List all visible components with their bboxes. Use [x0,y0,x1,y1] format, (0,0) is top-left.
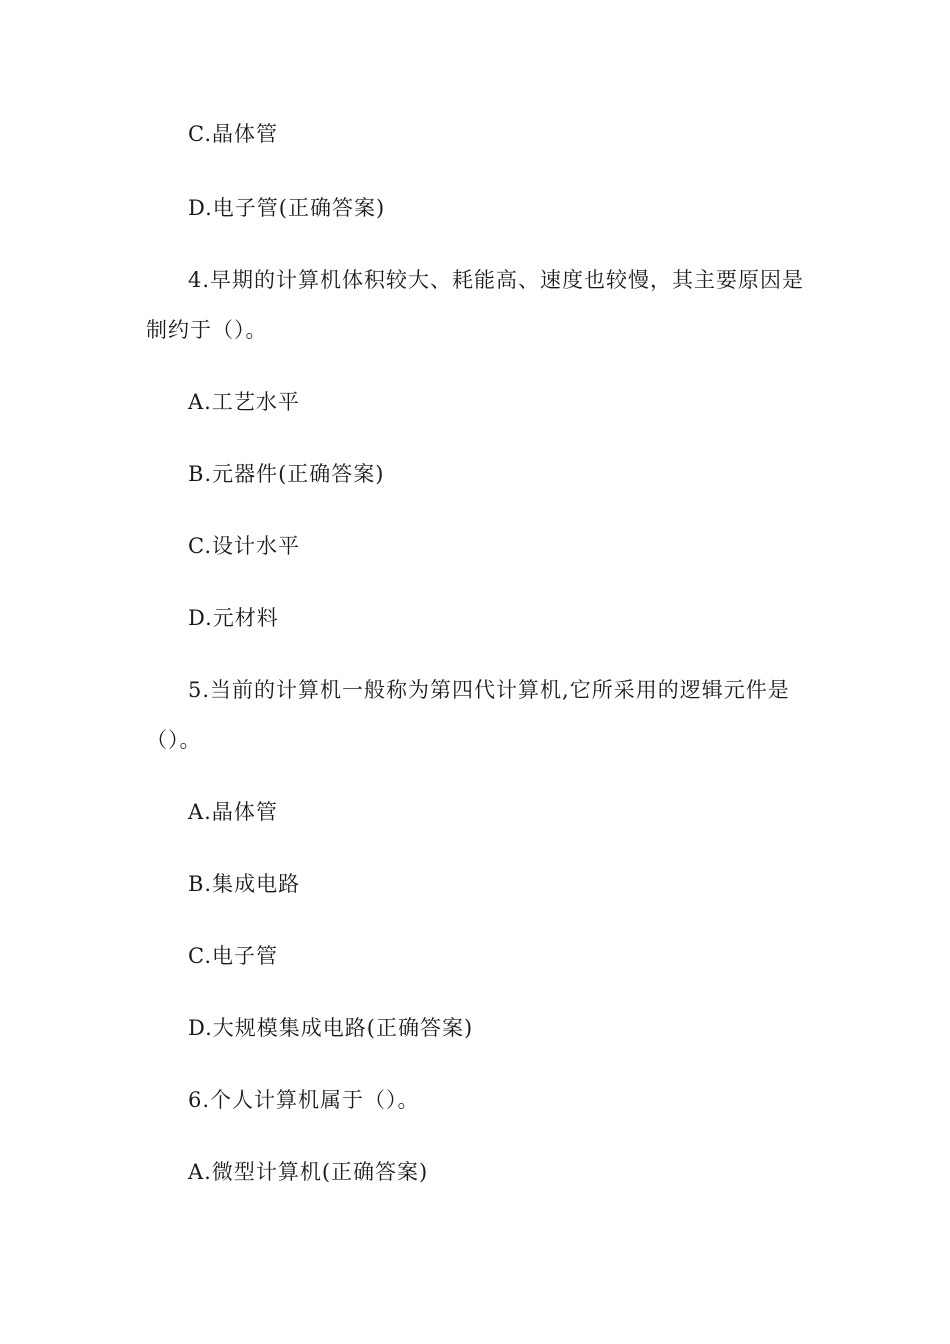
option-d-q3: D.电子管(正确答案) [188,196,386,220]
question-5-continued: （）。 [146,728,202,752]
question-5: 5.当前的计算机一般称为第四代计算机,它所采用的逻辑元件是 [188,678,790,702]
option-d-q4: D.元材料 [188,606,279,630]
option-c-q4: C.设计水平 [188,534,300,558]
option-b-q4: B.元器件(正确答案) [188,462,385,486]
option-c-q3: C.晶体管 [188,122,278,146]
question-4-continued: 制约于（）。 [146,318,268,342]
option-a-q6: A.微型计算机(正确答案) [188,1160,429,1184]
option-a-q5: A.晶体管 [188,800,278,824]
option-d-q5: D.大规模集成电路(正确答案) [188,1016,474,1040]
option-c-q5: C.电子管 [188,944,278,968]
option-b-q5: B.集成电路 [188,872,301,896]
question-6: 6.个人计算机属于（）。 [188,1088,420,1112]
option-a-q4: A.工艺水平 [188,390,300,414]
question-4: 4.早期的计算机体积较大、耗能高、速度也较慢，其主要原因是 [188,268,805,292]
